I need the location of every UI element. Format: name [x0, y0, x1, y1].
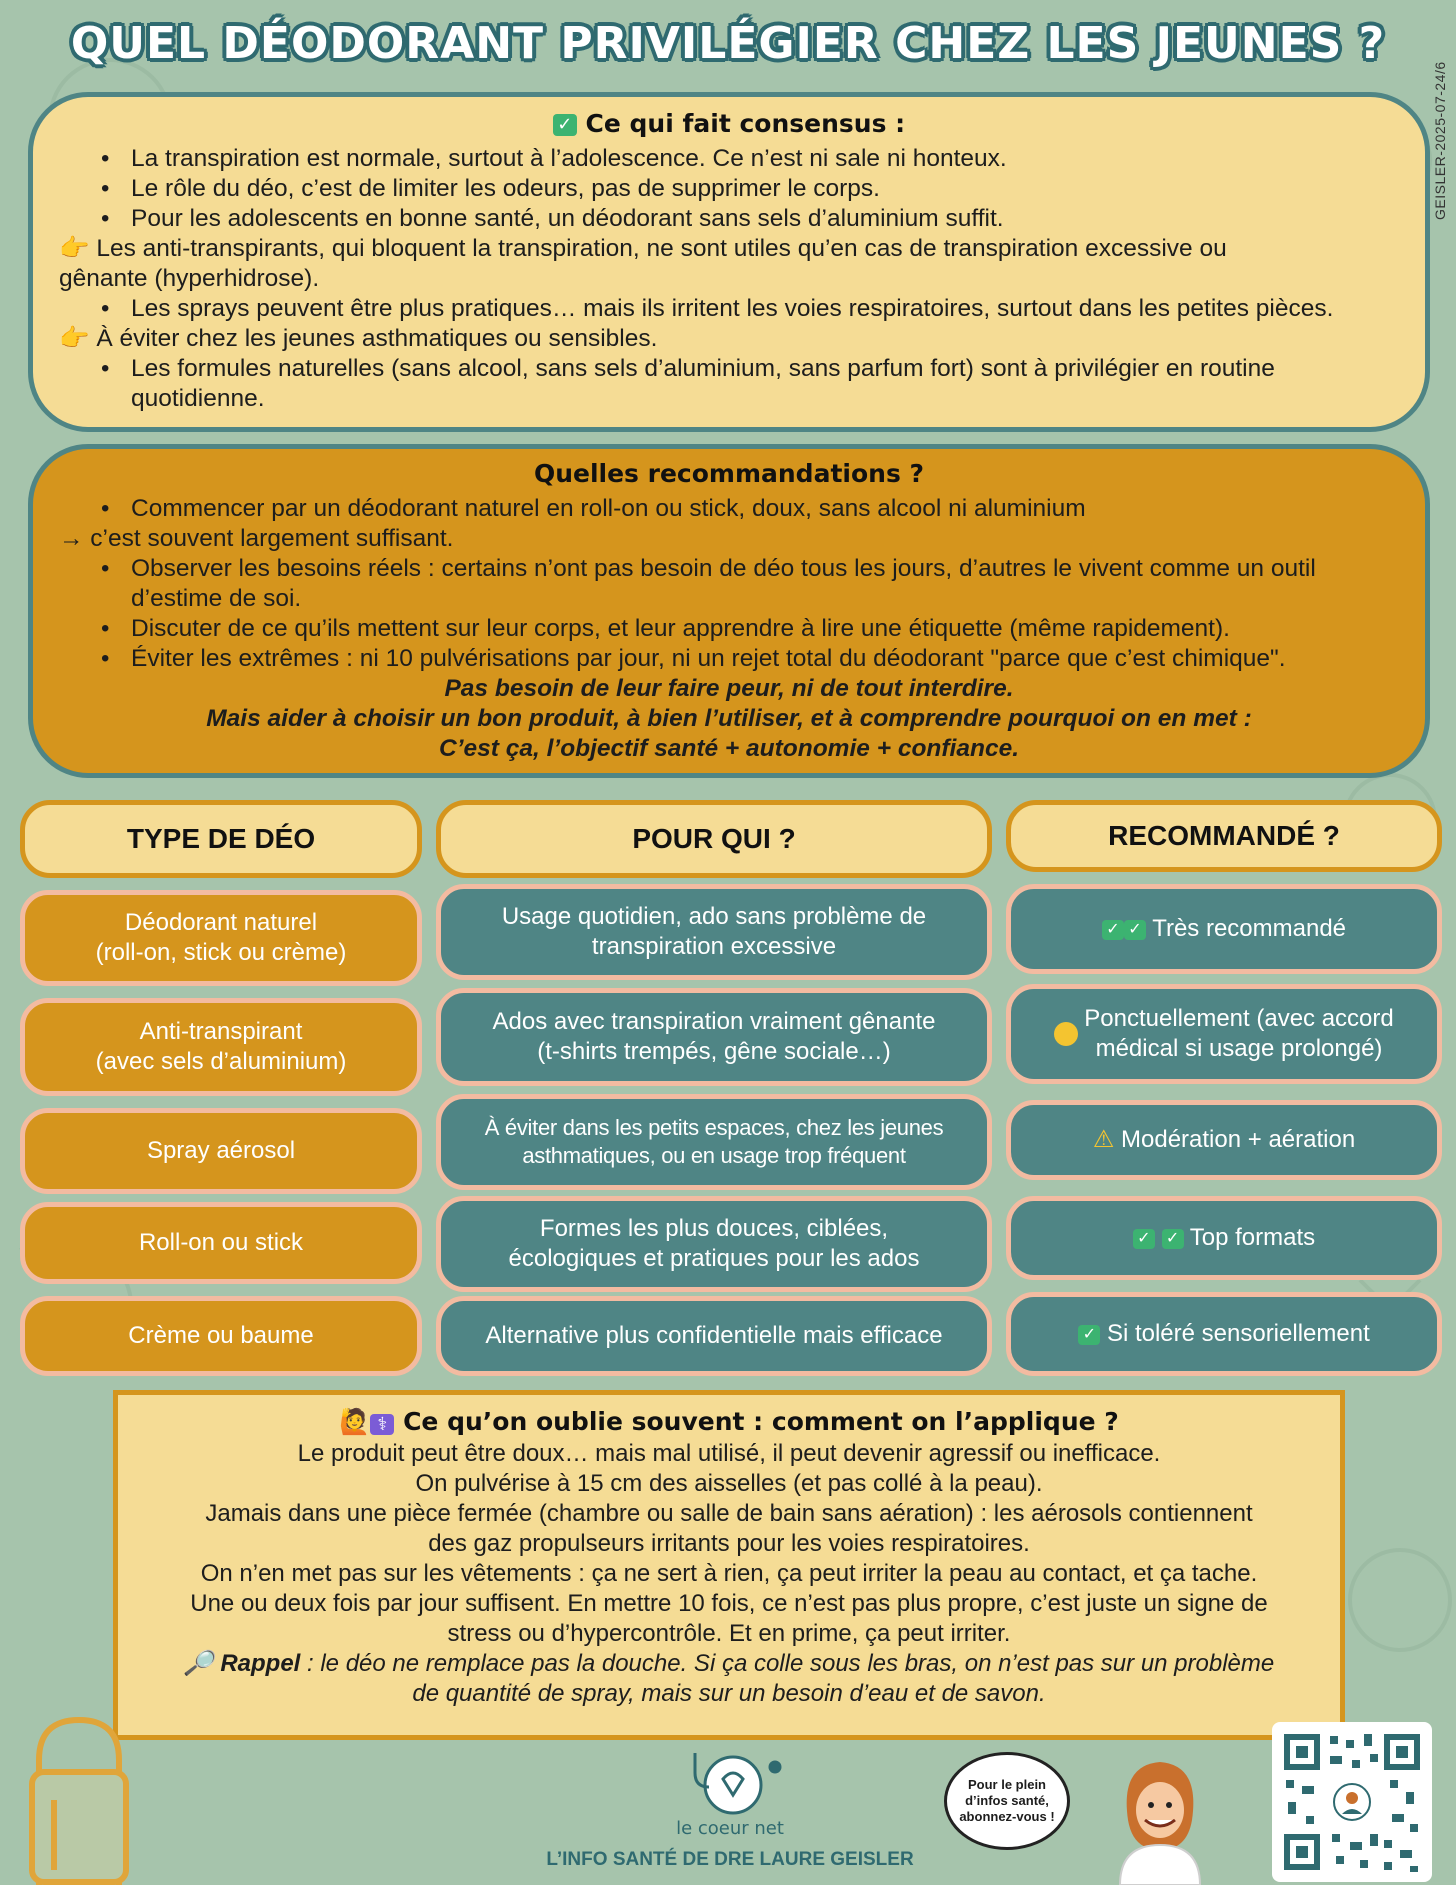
recommendation-conclusion: C’est ça, l’objectif santé + autonomie + confiance.: [439, 735, 1019, 762]
application-line: stress ou d’hypercontrôle. Et en prime, ça peut irriter.: [447, 1620, 1011, 1647]
consensus-line: • Pour les adolescents en bonne santé, un déodorant sans sels d’aluminium suffit.: [59, 204, 1399, 234]
yellow-circle-icon: [1054, 1022, 1078, 1046]
magnifier-icon: 🔎: [183, 1650, 214, 1677]
table-cell-who: Alternative plus confidentielle mais efficace: [436, 1296, 992, 1376]
reminder-line: 🔎 Rappel : le déo ne remplace pas la douche. Si ça colle sous les bras, on n’est pas sur un problème: [183, 1650, 1275, 1677]
table-cell-recommended: ⚠ Modération + aération: [1006, 1100, 1442, 1180]
consensus-line: gênante (hyperhidrose).: [59, 265, 320, 292]
recommendation-line: • Éviter les extrêmes : ni 10 pulvérisations par jour, ni un rejet total du déodorant "parce que c’est chimique".: [59, 644, 1399, 674]
person-icon: 🙋: [339, 1407, 371, 1436]
consensus-line: • Le rôle du déo, c’est de limiter les odeurs, pas de supprimer le corps.: [59, 174, 1399, 204]
table-cell-type: Spray aérosol: [20, 1108, 422, 1194]
qr-code[interactable]: [1272, 1722, 1432, 1882]
application-line: Une ou deux fois par jour suffisent. En mettre 10 fois, ce n’est pas plus propre, c’est juste un signe de: [190, 1590, 1268, 1617]
application-line: Le produit peut être doux… mais mal utilisé, il peut devenir agressif ou inefficace.: [297, 1440, 1161, 1467]
table-cell-type: Déodorant naturel (roll-on, stick ou crème): [20, 890, 422, 986]
table-cell-recommended: ✓ Si toléré sensoriellement: [1006, 1292, 1442, 1376]
application-box: [113, 1390, 1345, 1740]
check-icon: ✓: [1078, 1325, 1100, 1345]
column-header-recommended: RECOMMANDÉ ?: [1006, 800, 1442, 872]
column-header-type: TYPE DE DÉO: [20, 800, 422, 878]
subscribe-bubble: Pour le plein d’infos santé, abonnez-vous !: [944, 1752, 1070, 1850]
recommendations-heading: Quelles recommandations ?: [533, 459, 925, 488]
table-cell-type: Crème ou baume: [20, 1296, 422, 1376]
pointing-hand-icon: 👉: [59, 325, 97, 352]
consensus-line: 👉 Les anti-transpirants, qui bloquent la transpiration, ne sont utiles qu’en cas de transpiration excessive ou: [59, 235, 1227, 262]
application-line: des gaz propulseurs irritants pour les voies respiratoires.: [428, 1530, 1030, 1557]
table-cell-who: À éviter dans les petits espaces, chez les jeunes asthmatiques, ou en usage trop fréquent: [436, 1094, 992, 1190]
application-line: On n’en met pas sur les vêtements : ça ne sert à rien, ça peut irriter la peau au contact, et ça tache.: [200, 1560, 1258, 1587]
consensus-line: quotidienne.: [131, 385, 265, 412]
pointing-hand-icon: 👉: [59, 235, 97, 262]
consensus-box: [28, 92, 1430, 432]
table-cell-who: Ados avec transpiration vraiment gênante (t-shirts trempés, gêne sociale…): [436, 988, 992, 1086]
check-icon: ✓: [1102, 920, 1124, 940]
application-line: Jamais dans une pièce fermée (chambre ou salle de bain sans aération) : les aérosols contiennent: [205, 1500, 1253, 1527]
footer-tagline: L’INFO SANTÉ DE DRE LAURE GEISLER: [546, 1849, 914, 1870]
warning-icon: ⚠: [1092, 1126, 1115, 1153]
application-heading: 🙋 ⚕ Ce qu’on oublie souvent : comment on l’applique ?: [339, 1407, 1119, 1436]
table-cell-who: Formes les plus douces, ciblées, écologiques et pratiques pour les ados: [436, 1196, 992, 1292]
consensus-line: • Les sprays peuvent être plus pratiques… mais ils irritent les voies respiratoires, surtout dans les petites pièces.: [59, 294, 1399, 324]
table-cell-who: Usage quotidien, ado sans problème de transpiration excessive: [436, 884, 992, 980]
check-icon: ✓: [1124, 920, 1146, 940]
recommendation-line: • Observer les besoins réels : certains n’ont pas besoin de déo tous les jours, d’autres le vivent comme un outil: [59, 554, 1399, 584]
table-cell-recommended: ✓ ✓ Très recommandé: [1006, 884, 1442, 974]
consensus-line: • Les formules naturelles (sans alcool, sans sels d’aluminium, sans parfum fort) sont à privilégier en routine: [59, 354, 1399, 384]
table-cell-type: Anti-transpirant (avec sels d’aluminium): [20, 998, 422, 1096]
qr-code-icon: [1280, 1730, 1424, 1874]
consensus-line: • La transpiration est normale, surtout à l’adolescence. Ce n’est ni sale ni honteux.: [59, 144, 1399, 174]
page-title: QUEL DÉODORANT PRIVILÉGIER CHEZ LES JEUNES ?: [70, 18, 1386, 69]
doctor-avatar-icon: [1110, 1750, 1210, 1885]
recommendations-box: [28, 444, 1430, 778]
recommendation-conclusion: Mais aider à choisir un bon produit, à bien l’utiliser, et à comprendre pourquoi on en met :: [206, 705, 1252, 732]
check-icon: ✓: [553, 114, 577, 136]
recommendation-line: d’estime de soi.: [131, 585, 302, 612]
check-icon: ✓: [1133, 1229, 1155, 1249]
table-cell-recommended: ✓ ✓ Top formats: [1006, 1196, 1442, 1280]
document-code: GEISLER-2025-07-24/6: [1432, 61, 1448, 220]
recommendation-line: → c’est souvent largement suffisant.: [59, 525, 454, 552]
table-cell-type: Roll-on ou stick: [20, 1202, 422, 1284]
recommendation-conclusion: Pas besoin de leur faire peur, ni de tout interdire.: [444, 675, 1014, 702]
medical-icon: ⚕: [370, 1414, 394, 1435]
recommendation-line: • Commencer par un déodorant naturel en roll-on ou stick, doux, sans alcool ni aluminium: [59, 494, 1399, 524]
application-line: On pulvérise à 15 cm des aisselles (et pas collé à la peau).: [415, 1470, 1043, 1497]
consensus-heading: ✓ Ce qui fait consensus :: [59, 109, 1399, 138]
stethoscope-heart-logo-icon: [675, 1745, 785, 1817]
table-cell-recommended: Ponctuellement (avec accord médical si usage prolongé): [1006, 984, 1442, 1084]
logo-text: le coeur net: [676, 1818, 784, 1839]
reminder-line: de quantité de spray, mais sur un besoin d’eau et de savon.: [412, 1680, 1046, 1707]
check-icon: ✓: [1162, 1229, 1184, 1249]
recommendation-line: • Discuter de ce qu’ils mettent sur leur corps, et leur apprendre à lire une étiquette (même rapidement).: [59, 614, 1399, 644]
column-header-who: POUR QUI ?: [436, 800, 992, 878]
roll-on-bottle-icon: [24, 1680, 134, 1885]
consensus-line: 👉 À éviter chez les jeunes asthmatiques ou sensibles.: [59, 325, 658, 352]
